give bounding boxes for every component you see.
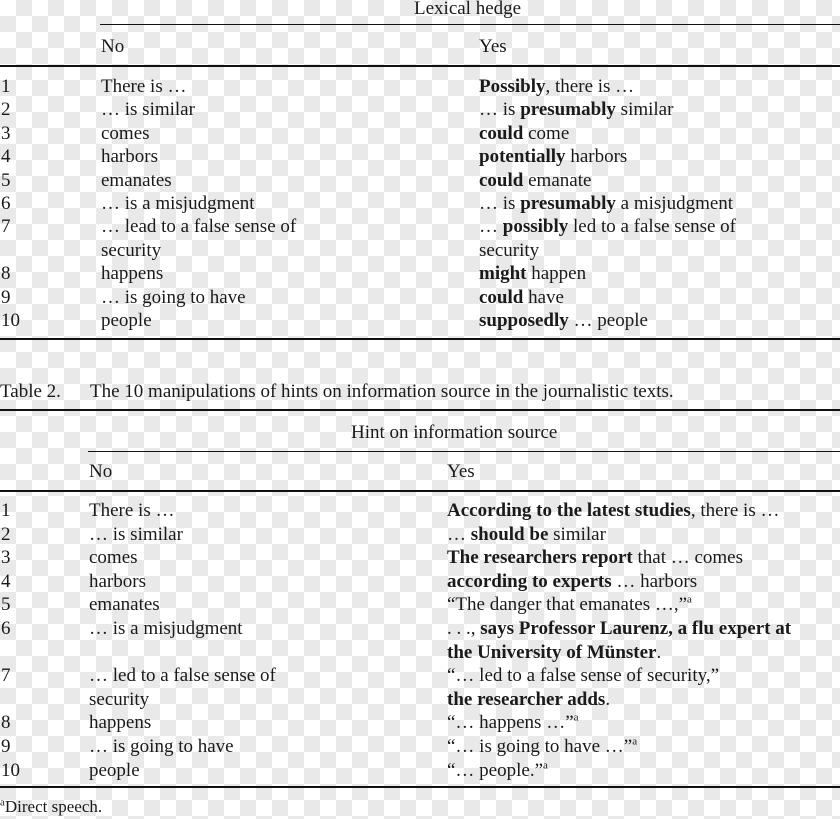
plain-text: … harbors	[611, 570, 698, 592]
bold-text: supposedly	[479, 310, 569, 331]
table1-group-header: Lexical hedge	[414, 0, 522, 19]
bold-text: could	[479, 169, 524, 191]
cell-no: comes	[101, 122, 150, 144]
plain-text: a misjudgment	[615, 193, 734, 214]
plain-text: “The danger that emanates …,”	[447, 594, 688, 616]
row-number: 7	[1, 665, 11, 687]
plain-text: “… people.”	[447, 759, 544, 781]
cell-yes	[479, 262, 586, 285]
plain-text: “… led to a false sense of security,”	[447, 665, 720, 687]
table1-col-yes-header: Yes	[479, 36, 507, 57]
plain-text: … is	[479, 193, 521, 214]
cell-yes	[479, 145, 627, 168]
footnote-ref: a	[543, 759, 548, 772]
cell-yes-continued	[447, 688, 610, 711]
plain-text: that … comes	[632, 547, 744, 569]
bold-text: Possibly	[479, 76, 546, 97]
row-number: 2	[1, 99, 11, 121]
row-number: 9	[1, 736, 11, 757]
bold-text: could	[479, 286, 524, 308]
cell-no: … lead to a false sense of	[101, 216, 297, 238]
row-number: 1	[1, 500, 11, 521]
row-number: 1	[1, 76, 11, 97]
plain-text: similar	[615, 99, 674, 121]
row-number: 7	[1, 216, 11, 238]
cell-yes	[479, 122, 569, 145]
cell-no: … is a misjudgment	[89, 618, 243, 639]
row-number: 3	[1, 122, 11, 144]
plain-text: security	[479, 239, 540, 261]
table2-group-rule	[88, 451, 840, 452]
plain-text: led to a false sense of	[568, 216, 737, 238]
plain-text: , there is …	[545, 76, 635, 97]
cell-yes	[447, 570, 697, 593]
cell-no: There is …	[101, 76, 187, 97]
bold-text: The researchers report	[447, 547, 633, 569]
bold-text: potentially	[479, 146, 566, 168]
bold-text: presumably	[520, 193, 616, 214]
plain-text: . . .,	[447, 618, 481, 639]
bold-text: says Professor Laurenz, a flu expert at	[480, 618, 792, 639]
cell-no: harbors	[101, 146, 158, 168]
row-number: 4	[1, 570, 11, 592]
plain-text: have	[523, 286, 564, 308]
cell-no: … is similar	[89, 523, 183, 545]
cell-yes	[447, 759, 548, 782]
table1-header-rule	[0, 65, 840, 67]
row-number: 6	[1, 618, 11, 639]
cell-yes	[479, 75, 634, 98]
cell-no: emanates	[101, 169, 172, 191]
cell-yes	[447, 523, 606, 546]
cell-yes	[479, 98, 673, 121]
row-number: 8	[1, 263, 11, 285]
table1-group-rule	[100, 24, 840, 25]
cell-no: comes	[89, 547, 138, 569]
plain-text: harbors	[565, 146, 628, 168]
row-number: 10	[1, 759, 20, 781]
bold-text: could	[479, 122, 524, 144]
plain-text: similar	[548, 523, 606, 545]
bold-text: the researcher adds	[447, 688, 606, 710]
row-number: 10	[1, 310, 20, 331]
plain-text: …	[479, 216, 503, 238]
row-number: 5	[1, 169, 11, 191]
footnote-ref: a	[573, 712, 579, 725]
cell-yes	[447, 499, 779, 522]
cell-no: … is similar	[101, 99, 195, 121]
plain-text: happen	[526, 263, 587, 285]
cell-yes	[447, 617, 791, 640]
cell-yes-continued	[447, 641, 661, 664]
cell-no-continued: security	[89, 688, 150, 710]
footnote-mark: a	[0, 796, 5, 809]
plain-text: .	[656, 641, 662, 663]
cell-no: harbors	[89, 570, 146, 592]
cell-no: happens	[101, 263, 164, 285]
cell-no: … led to a false sense of	[89, 665, 276, 687]
cell-yes	[447, 593, 692, 616]
plain-text: … is	[479, 99, 521, 121]
cell-yes	[479, 169, 591, 192]
table2-col-no-header: No	[89, 461, 113, 482]
bold-text: the University of Münster	[447, 641, 657, 663]
table1-bottom-rule	[0, 338, 840, 340]
cell-no: people	[89, 759, 140, 781]
cell-no: happens	[89, 712, 152, 734]
cell-yes	[479, 215, 736, 238]
table2-bottom-rule	[0, 786, 840, 788]
footnote-ref: a	[632, 735, 638, 748]
cell-yes	[447, 664, 719, 687]
bold-text: According to the latest studies	[447, 500, 691, 521]
cell-yes	[447, 735, 637, 758]
cell-no: … is going to have	[101, 286, 246, 308]
cell-yes-continued	[479, 239, 539, 262]
table2-top-rule	[0, 409, 840, 411]
table2-col-yes-header: Yes	[447, 461, 475, 482]
plain-text: “… happens …”	[447, 712, 574, 734]
bold-text: should be	[470, 523, 549, 545]
cell-yes	[479, 192, 733, 215]
row-number: 5	[1, 594, 11, 616]
cell-no: emanates	[89, 594, 160, 616]
plain-text: …	[447, 523, 471, 545]
table2-footnote	[0, 797, 102, 817]
plain-text: , there is …	[690, 500, 780, 521]
bold-text: according to experts	[447, 570, 612, 592]
table2-group-header: Hint on information source	[351, 422, 558, 443]
plain-text: .	[605, 688, 611, 710]
footnote-text: Direct speech.	[4, 797, 103, 816]
table1-col-no-header: No	[101, 36, 125, 57]
bold-text: presumably	[520, 99, 616, 121]
row-number: 3	[1, 547, 11, 569]
bold-text: possibly	[502, 216, 569, 238]
row-number: 2	[1, 523, 11, 545]
footnote-ref: a	[687, 594, 692, 607]
cell-no-continued: security	[101, 239, 162, 261]
cell-yes	[447, 711, 579, 734]
cell-no: … is going to have	[89, 736, 234, 757]
row-number: 4	[1, 146, 11, 168]
row-number: 6	[1, 193, 11, 214]
cell-yes	[479, 286, 564, 309]
row-number: 9	[1, 286, 11, 308]
plain-text: come	[523, 122, 570, 144]
plain-text: emanate	[523, 169, 592, 191]
cell-no: people	[101, 310, 152, 331]
cell-yes	[447, 546, 743, 569]
plain-text: … people	[568, 310, 648, 331]
cell-no: There is …	[89, 500, 175, 521]
row-number: 8	[1, 712, 11, 734]
cell-no: … is a misjudgment	[101, 193, 255, 214]
table2-caption-text: The 10 manipulations of hints on information source in the journalistic texts.	[90, 381, 674, 402]
table2-header-rule	[0, 490, 840, 492]
cell-yes	[479, 309, 648, 332]
bold-text: might	[479, 263, 527, 285]
table2-caption-label: Table 2.	[0, 381, 61, 402]
plain-text: “… is going to have …”	[447, 736, 633, 757]
